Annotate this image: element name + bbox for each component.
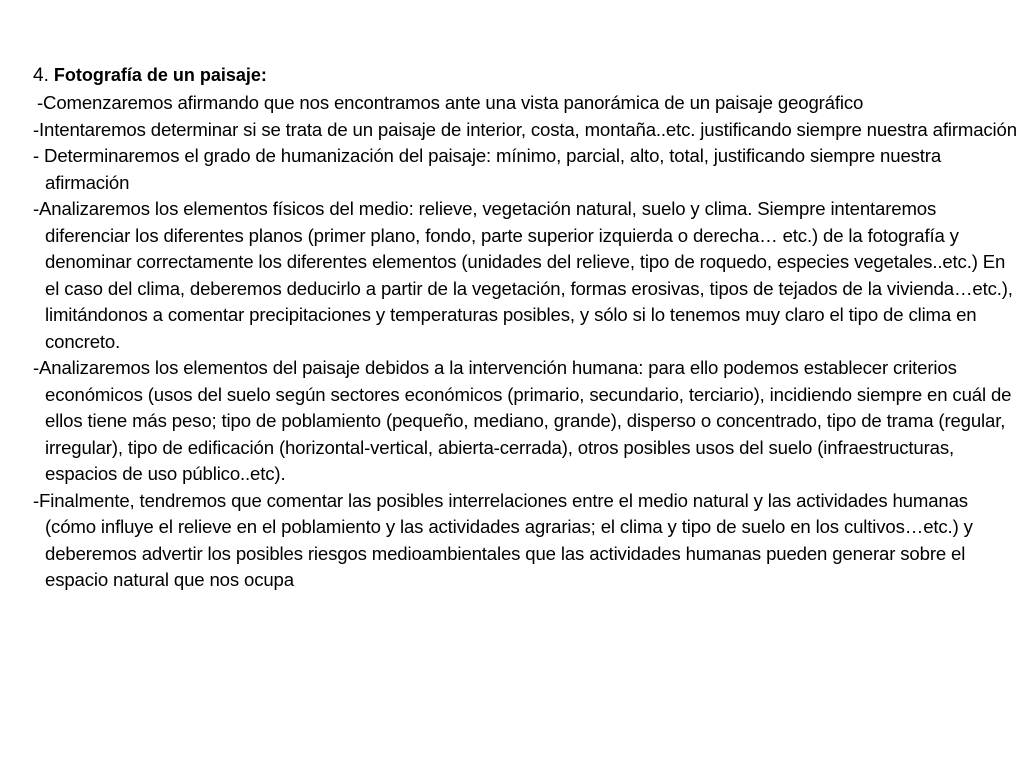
- paragraph-humanization-degree: - Determinaremos el grado de humanización del paisaje: mínimo, parcial, alto, total, justificando siempre nuestra afirmación: [33, 145, 942, 193]
- section-number: 4.: [33, 65, 49, 86]
- paragraph-physical-elements: -Analizaremos los elementos físicos del medio: relieve, vegetación natural, suelo y clima. Siempre intentaremos diferenciar los diferentes planos (primer plano, fondo, parte superior izquierda o derecha… etc.) de la fotografía y denominar correctamente los diferentes elementos (unidades del relieve, tipo de roquedo, especies vegetales..etc.) En el caso del clima, deberemos deducirlo a partir de la vegetación, formas erosivas, tipos de tejados de la vivienda…etc.), limitándonos a comentar precipitaciones y temperaturas posibles, y sólo si lo tenemos muy claro el tipo de clima en concreto.: [33, 198, 1013, 352]
- paragraph-landscape-type: -Intentaremos determinar si se trata de un paisaje de interior, costa, montaña..etc. justificando siempre nuestra afirmación: [33, 118, 1017, 140]
- paragraph-interrelations: -Finalmente, tendremos que comentar las posibles interrelaciones entre el medio natural y las actividades humanas (cómo influye el relieve en el poblamiento y las actividades agrarias; el clima y tipo de suelo en los cultivos…etc.) y deberemos advertir los posibles riesgos medioambientales que las actividades humanas pueden generar sobre el espacio natural que nos ocupa: [33, 489, 973, 590]
- section-heading: [33, 62, 1018, 89]
- slide-content: [33, 62, 1018, 594]
- section-title: Fotografía de un paisaje:: [53, 65, 267, 85]
- paragraph-panoramic-view: -Comenzaremos afirmando que nos encontramos ante una vista panorámica de un paisaje geográfico: [37, 92, 864, 113]
- paragraph-human-elements: -Analizaremos los elementos del paisaje debidos a la intervención humana: para ello podemos establecer criterios económicos (usos del suelo según sectores económicos (primario, secundario, terciario), incidiendo siempre en cuál de ellos tiene más peso; tipo de poblamiento (pequeño, mediano, grande), disperso o concentrado, tipo de trama (regular, irregular), tipo de edificación (horizontal-vertical, abierta-cerrada), otros posibles usos del suelo (infraestructuras, espacios de uso público..etc).: [33, 357, 1012, 484]
